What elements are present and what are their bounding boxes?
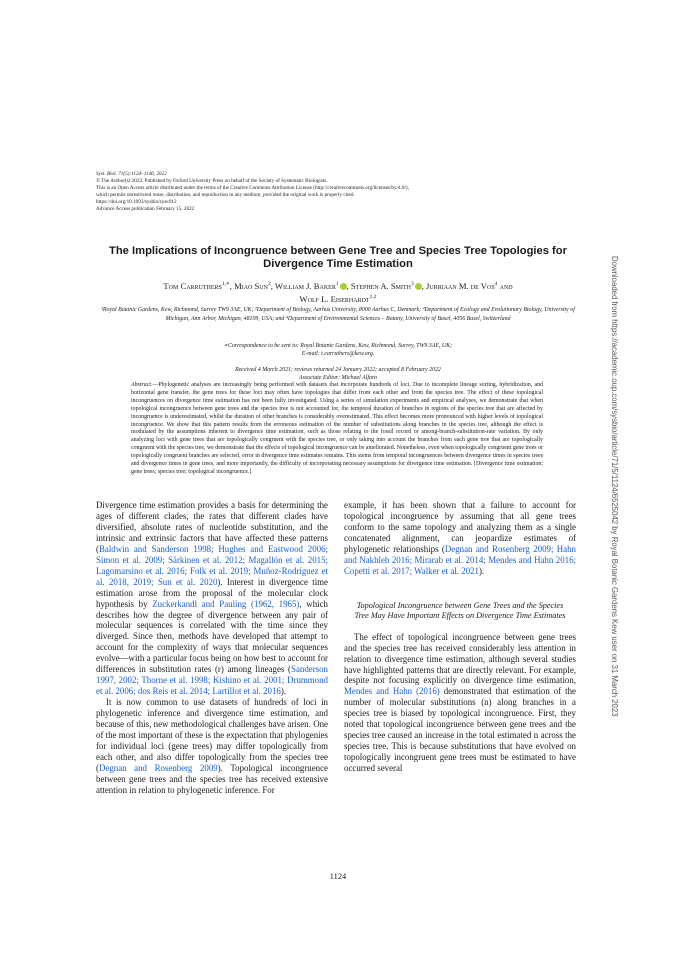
- paragraph-text: example, it has been shown that a failure to account for topological incongruence by assuming that all gene trees conform to the same topology and analyzing them as a single concatenated alignment, can jeopardize estimates of phylogenetic relationships (: [344, 500, 576, 554]
- author-affil-sup: 1: [335, 281, 339, 287]
- license-line-1[interactable]: This is an Open Access article distributed under the terms of the Creative Commons Attribution License (http://creativecommons.org/licenses/by/4.0/),: [96, 184, 409, 191]
- author-name: Tom Carruthers: [163, 280, 222, 291]
- author-list: Tom Carruthers$^{1,∗}$, Miao Sun$^2$, William J. Baker$^1$ , Stephen A. Smith$^3$ , Jurriaan M. de Vos$^4$ and Wolf L. Eiserhardt$^{1,2}$: [163, 280, 513, 304]
- citation-link[interactable]: Degnan and Rosenberg 2009; Hahn and Nakhleh 2016; Mirarab et al. 2014; Mendes and Hahn 2016; Copetti et al. 2017; Walker et al. 2021: [344, 543, 576, 576]
- abstract-text: —Phylogenetic analyses are increasingly being performed with datasets that incorporate hundreds of loci. Due to incomplete lineage sorting, hybridization, and horizontal gene transfer, the gene trees for these loci may often have topologies that differ from each other and from the species tree. The effect of these topological incongruences on divergence time estimation has not been fully investigated. Using a series of simulation experiments and empirical analyses, we demonstrate that when topological incongruence between gene trees and the species tree is not accounted for, the temporal duration of branches in regions of the species tree that are affected by incongruence is underestimated, whilst the duration of other branches is considerably overestimated. This effect becomes more pronounced with higher levels of topological incongruence. We show that this pattern results from the erroneous estimation of the number of substitutions along branches in the species tree, although the effect is modulated by the assumptions inherent to divergence time estimation, such as those relating to the fossil record or among-branch-substitution-rate variation. By only analyzing loci with gene trees that are topologically congruent with the species tree, or only taking into account the branches from each gene tree that are topologically congruent with the species tree, we demonstrate that the effects of topological incongruence can be ameliorated. Nonetheless, even when topologically congruent gene trees or topologically congruent branches are selected, error in divergence time estimates remains. This stems from temporal incongruences between divergence times in species trees and divergence times in gene trees, and more importantly, the difficulty of incorporating necessary assumptions for divergence time estimation. [Divergence time estimation; gene trees; species tree; topological incongruence.]: [131, 382, 543, 475]
- journal-citation: Syst. Biol. 71(5):1124–1146, 2022: [96, 171, 167, 177]
- section-heading: Topological Incongruence between Gene Trees and the Species Tree May Have Important Effects on Divergence Time Estimates: [354, 600, 566, 621]
- author-name: Miao Sun: [234, 280, 268, 291]
- journal-header: [96, 171, 576, 212]
- orcid-icon[interactable]: [415, 283, 422, 290]
- author-name: Wolf L. Eiserhardt: [299, 293, 370, 304]
- author-name: William J. Baker: [274, 280, 336, 291]
- author-affil-sup: 1,∗: [221, 281, 230, 287]
- citation-link[interactable]: Sanderson 1997, 2002; Thorne et al. 1998; Kishino et al. 2001; Drummond et al. 2006; dos Reis et al. 2014; Lartillot et al. 2016: [96, 664, 328, 697]
- body-column-left: [96, 500, 328, 796]
- license-line-2: which permits unrestricted reuse, distribution, and reproduction in any medium, provided the original work is properly cited.: [96, 191, 355, 198]
- paragraph-text: , which describes how the degree of divergence between any pair of molecular sequences is correlated with the time since they diverged. Since then, methods have developed that attempt to account for the complexity of ways that molecular sequences evolve—with a particular focus being on how best to account for differences in substitution rates (r) among lineages (: [96, 598, 328, 675]
- author-name: Jurriaan M. de Vos: [426, 280, 495, 291]
- author-conjunction: and: [499, 280, 513, 291]
- paragraph-text: ).: [280, 686, 287, 697]
- manuscript-dates: [96, 366, 580, 382]
- author-affil-sup: 4: [494, 281, 498, 287]
- correspondence-address: ∗Correspondence to be sent to: Royal Botanic Gardens, Kew, Richmond, Surrey, TW9 3AE, UK;: [223, 343, 453, 349]
- download-watermark-text: Downloaded from https://academic.oup.com/sysbio/article/71/5/1124/6525042 by Royal Botanic Gardens Kew user on 31 March 2023: [610, 256, 619, 717]
- author-affil-sup: 2: [267, 281, 271, 287]
- orcid-icon[interactable]: [340, 283, 347, 290]
- paragraph-text: ).: [478, 565, 485, 576]
- body-column-right: [344, 500, 576, 774]
- correspondence: [96, 342, 580, 358]
- affiliations: ¹Royal Botanic Gardens, Kew, Richmond, Surrey TW9 3AE, UK; ²Department of Biology, Aarhus University, 8000 Aarhus C, Denmark; ³Department of Ecology and Evolutionary Biology, University of Michigan, Ann Arbor, Michigan, 48109, USA; and ⁴Department of Environmental Sciences – Botany, University of Basel, 4056 Basel, Switzerland: [101, 307, 575, 322]
- citation-link[interactable]: Baldwin and Sanderson 1998; Hughes and Eastwood 2006; Simon et al. 2009; Särkinen et al. 2012; Magallón et al. 2015; Lagomarsino et al. 2016; Folk et al. 2019; Muñoz-Rodríguez et al. 2018, 2019; Sun et al. 2020: [96, 543, 328, 587]
- copyright-line: © The Author(s) 2022. Published by Oxford University Press on behalf of the Society of Systematic Biologists.: [96, 177, 328, 184]
- page-number: 1124: [329, 872, 347, 881]
- paragraph-text: ). Topological incongruence between gene trees and the species tree has received extensive attention in relation to phylogenetic inference. For: [96, 762, 328, 795]
- correspondence-email[interactable]: E-mail: t.carruthers@kew.org.: [301, 351, 375, 357]
- paragraph: [344, 500, 576, 577]
- author-affil-sup: 3: [410, 281, 414, 287]
- citation-link[interactable]: Zuckerkandl and Pauling (1962, 1965): [152, 598, 300, 609]
- paragraph-text: demonstrated that estimation of the number of molecular substitutions (n) along branches in a species tree is biased by topological incongruence. First, they noted that topological incongruence between gene trees and the species tree caused an increase in the total estimated n across the species tree. This is because substitutions that have evolved on topologically incongruent gene trees must be estimated to have occurred several: [344, 686, 576, 774]
- citation-link[interactable]: Degnan and Rosenberg 2009: [98, 762, 218, 773]
- doi-link[interactable]: https://doi.org/10.1093/sysbio/syac012: [96, 198, 177, 205]
- paragraph: [96, 500, 328, 697]
- author-name: Stephen A. Smith: [350, 280, 411, 291]
- paragraph-text: It is now common to use datasets of hundreds of loci in phylogenetic inference and divergence time estimation, and because of this, new methodological challenges have arisen. One of the most important of these is the expectation that phylogenies for individual loci (gene trees) may differ topologically from each other, and also differ topologically from the species tree (: [96, 697, 328, 773]
- paragraph: [96, 697, 328, 796]
- advance-access-line: Advance Access publication February 15, 2022: [96, 205, 195, 212]
- abstract: [131, 382, 543, 477]
- article-title: The Implications of Incongruence between Gene Tree and Species Tree Topologies for Divergence Time Estimation: [109, 245, 567, 270]
- citation-link[interactable]: Mendes and Hahn (2016): [344, 686, 440, 697]
- paragraph: [344, 632, 576, 774]
- author-affil-sup: 1,2: [369, 293, 377, 300]
- received-dates: Received 4 March 2021; reviews returned 24 January 2022; accepted 8 February 2022: [235, 367, 441, 373]
- associate-editor: Associate Editor: Michael Alfaro: [298, 375, 378, 381]
- abstract-label: Abstract.: [131, 382, 153, 388]
- paragraph-text: ). Interest in divergence time estimation arose from the proposal of the molecular clock hypothesis by: [96, 576, 328, 609]
- paragraph-text: Divergence time estimation provides a basis for determining the ages of different clades, the rates that different clades have diversified, absolute rates of nucleotide substitution, and the intrinsic and extrinsic factors that have affected these patterns (: [96, 500, 328, 554]
- paragraph-text: The effect of topological incongruence between gene trees and the species tree has received considerably less attention in relation to divergence time estimation, although several studies have highlighted patterns that are directly relevant. For example, despite not focusing explicitly on divergence time estimation,: [344, 631, 576, 686]
